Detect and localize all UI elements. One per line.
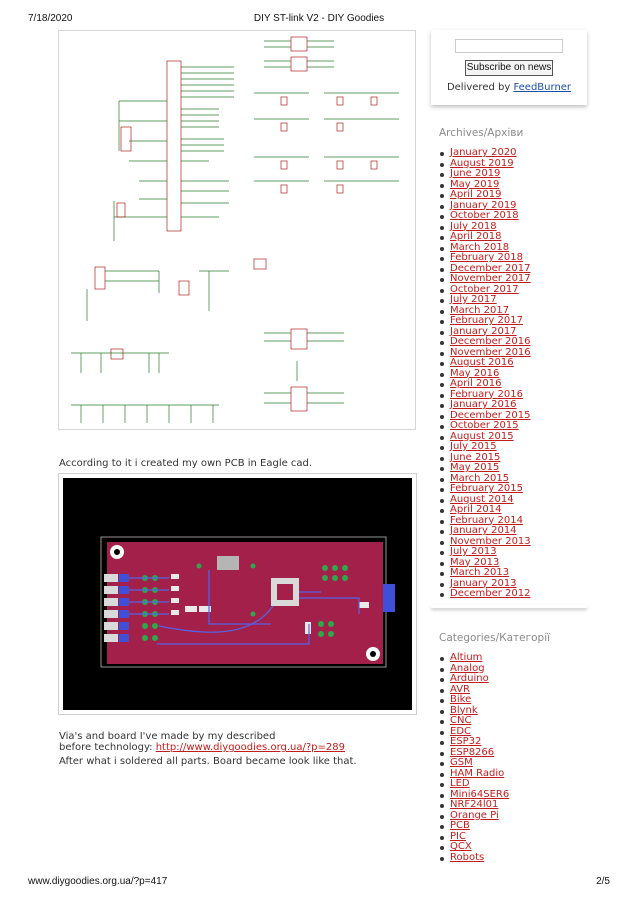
technology-link[interactable]: http://www.diygoodies.org.ua/?p=289 xyxy=(155,742,345,753)
archive-link[interactable]: May 2013 xyxy=(450,556,500,568)
pcb-image xyxy=(58,473,417,715)
archives-list xyxy=(439,148,531,600)
archive-link[interactable]: February 2016 xyxy=(450,388,523,400)
category-link[interactable]: Blynk xyxy=(450,704,478,716)
schematic-drawing xyxy=(59,31,415,429)
category-link[interactable]: AVR xyxy=(450,683,470,695)
archive-link[interactable]: February 2015 xyxy=(450,483,523,494)
archive-link[interactable]: July 2017 xyxy=(450,294,497,305)
paragraph-vias-line2 xyxy=(59,742,345,753)
archive-link[interactable]: April 2016 xyxy=(450,378,502,389)
category-link[interactable]: Mini64SER6 xyxy=(450,788,510,800)
archive-link[interactable]: January 2014 xyxy=(450,525,517,536)
category-link[interactable]: Robots xyxy=(450,851,485,863)
archive-link[interactable]: August 2014 xyxy=(450,493,514,505)
category-item xyxy=(439,853,509,864)
category-link[interactable]: CNC xyxy=(450,715,472,726)
archives-title: Archives/Архіви xyxy=(439,127,524,139)
archive-link[interactable]: October 2018 xyxy=(450,210,519,221)
archive-link[interactable]: August 2016 xyxy=(450,357,514,368)
delivered-prefix: Delivered by xyxy=(446,82,514,93)
archive-link[interactable]: January 2017 xyxy=(450,325,517,337)
archive-link[interactable]: February 2018 xyxy=(450,252,523,263)
category-link[interactable]: PIC xyxy=(450,830,466,842)
print-footer xyxy=(28,876,610,890)
archive-link[interactable]: January 2016 xyxy=(450,399,517,410)
subscribe-email-input[interactable] xyxy=(455,39,563,53)
archive-link[interactable]: March 2013 xyxy=(450,567,510,578)
archive-link[interactable]: October 2015 xyxy=(450,420,519,431)
archive-link[interactable]: July 2015 xyxy=(450,441,497,452)
archive-link[interactable]: November 2017 xyxy=(450,273,531,284)
archive-link[interactable]: July 2018 xyxy=(450,220,497,232)
subscribe-button[interactable]: Subscribe on news xyxy=(465,60,553,76)
archive-link[interactable]: June 2019 xyxy=(450,168,501,179)
category-link[interactable]: Analog xyxy=(450,662,485,674)
archive-link[interactable]: June 2015 xyxy=(450,451,501,463)
category-link[interactable]: Altium xyxy=(450,652,483,663)
archive-link[interactable]: October 2017 xyxy=(450,283,519,295)
archive-link[interactable]: December 2012 xyxy=(450,588,531,599)
category-link[interactable]: NRF24l01 xyxy=(450,799,499,810)
category-link[interactable]: EDC xyxy=(450,725,472,737)
archive-link[interactable]: February 2017 xyxy=(450,315,523,326)
archive-link[interactable]: December 2017 xyxy=(450,262,531,274)
archive-link[interactable]: May 2016 xyxy=(450,367,500,379)
paragraph-vias-line1: Via's and board I've made by my described xyxy=(59,731,276,742)
archive-link[interactable]: March 2017 xyxy=(450,304,510,316)
archive-link[interactable]: May 2015 xyxy=(450,462,500,473)
feedburner-link[interactable]: FeedBurner xyxy=(513,82,572,93)
print-url: www.diygoodies.org.ua/?p=417 xyxy=(28,876,168,887)
archive-link[interactable]: January 2020 xyxy=(450,147,517,158)
category-link[interactable]: Arduino xyxy=(450,673,489,684)
category-link[interactable]: PCB xyxy=(450,820,470,831)
category-link[interactable]: GSM xyxy=(450,757,473,768)
archive-link[interactable]: April 2019 xyxy=(450,189,502,200)
archive-link[interactable]: January 2019 xyxy=(450,199,517,211)
archive-link[interactable]: April 2014 xyxy=(450,504,502,515)
paragraph-vias-prefix: before technology: xyxy=(59,742,156,753)
schematic-image xyxy=(58,30,416,430)
archive-link[interactable]: May 2019 xyxy=(450,178,500,190)
archive-link[interactable]: December 2015 xyxy=(450,409,531,421)
paragraph-soldered: After what i soldered all parts. Board became look like that. xyxy=(59,756,357,767)
categories-title: Categories/Категорії xyxy=(439,632,551,644)
category-link[interactable]: ESP32 xyxy=(450,736,482,747)
print-page-number: 2/5 xyxy=(596,876,610,887)
subscribe-widget xyxy=(431,30,587,105)
archive-link[interactable]: March 2015 xyxy=(450,472,510,484)
archive-link[interactable]: July 2013 xyxy=(450,546,497,557)
archive-link[interactable]: April 2018 xyxy=(450,231,502,242)
category-link[interactable]: Orange Pi xyxy=(450,809,499,821)
archive-link[interactable]: March 2018 xyxy=(450,241,510,253)
archive-link[interactable]: December 2016 xyxy=(450,336,531,347)
print-title: DIY ST-link V2 - DIY Goodies xyxy=(253,13,385,24)
category-link[interactable]: QCX xyxy=(450,841,472,852)
print-date: 7/18/2020 xyxy=(28,13,73,24)
archive-link[interactable]: August 2019 xyxy=(450,157,514,169)
archive-link[interactable]: November 2013 xyxy=(450,535,531,547)
pcb-drawing xyxy=(59,474,416,714)
archive-link[interactable]: January 2013 xyxy=(450,577,517,589)
paragraph-pcb-intro: According to it i created my own PCB in Eagle cad. xyxy=(59,458,313,469)
categories-list xyxy=(439,653,509,863)
archive-link[interactable]: November 2016 xyxy=(450,346,531,358)
category-link[interactable]: LED xyxy=(450,778,470,789)
category-link[interactable]: ESP8266 xyxy=(450,746,495,758)
print-header xyxy=(28,13,610,27)
archive-link[interactable]: February 2014 xyxy=(450,514,523,526)
archives-widget-bottom xyxy=(431,605,587,608)
category-link[interactable]: Bike xyxy=(450,694,472,705)
delivered-by xyxy=(431,82,587,93)
archive-link[interactable]: August 2015 xyxy=(450,430,514,442)
archive-item xyxy=(439,589,531,600)
category-link[interactable]: HAM Radio xyxy=(450,767,505,779)
